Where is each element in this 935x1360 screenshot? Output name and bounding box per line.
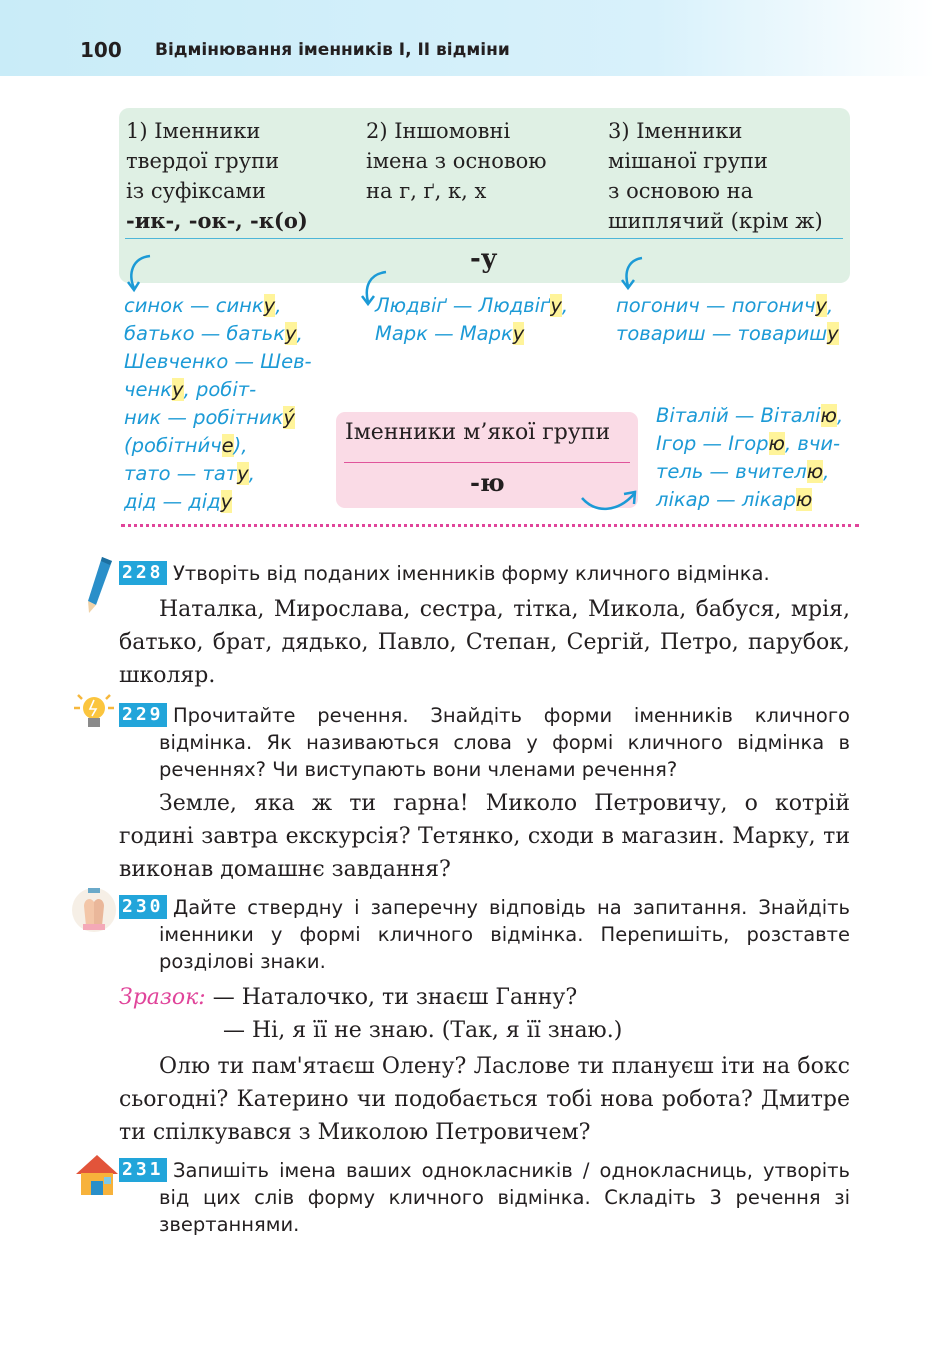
table-col2-line: 2) Іншомовні — [366, 119, 511, 143]
curved-arrow-icon — [120, 250, 160, 294]
example-line: товариш — товаришу — [616, 322, 839, 345]
example-line: синок — синку, — [124, 294, 282, 317]
exercise-text: Наталка, Мирослава, сестра, тітка, Микола, бабуся, мрія, батько, брат, дядько, Павло, Степан, Сергій, Петро, парубок, школяр. — [119, 597, 850, 688]
page-number: 100 — [80, 38, 122, 62]
example-line: Людвіґ — Людвіґу, — [375, 294, 569, 317]
example-line: Ігор — Ігорю, вчи- — [656, 432, 841, 455]
table-divider — [125, 238, 843, 239]
example-line: Віталій — Віталію, — [656, 404, 844, 427]
exercise-number: 231 — [119, 1158, 167, 1182]
exercise-text: Земле, яка ж ти гарна! Миколо Петровичу, о котрій годині завтра екскурсія? Тетянко, сходи в магазин. Марку, ти виконав домашнє завдання? — [119, 791, 850, 882]
exercise-task: Дайте ствердну і заперечну відповідь на запитання. Знайдіть іменники у формі кличного відмінка. Перепишіть, розставте розділові знаки. — [159, 896, 850, 973]
example-line: ник — робітнику́ — [124, 406, 295, 429]
example-line: ченку, робіт- — [124, 378, 257, 401]
table-col3-line: мішаної групи — [608, 149, 768, 173]
ending-hard: -у — [470, 244, 498, 274]
table-col1-line: із суфіксами — [126, 179, 266, 203]
exercise-task: Утворіть від поданих іменників форму кличного відмінка. — [173, 562, 770, 585]
table-col3-line: шиплячий (крім ж) — [608, 209, 823, 233]
sample-line — [119, 1014, 850, 1047]
table-col1-suffixes: -ик-, -ок-, -к(о) — [126, 208, 308, 233]
soft-group-divider — [344, 462, 630, 463]
table-col2-line: імена з основою — [366, 149, 547, 173]
exercise-text: Олю ти пам'ятаєш Олену? Ласлове ти плануєш іти на бокс сьогодні? Катерино чи подобається тобі нова робота? Дмитре ти спілкувався з Миколою Петровичем? — [119, 1054, 850, 1145]
exercise-number: 230 — [119, 895, 167, 919]
example-line: погонич — погоничу, — [616, 294, 834, 317]
example-line: Марк — Марку — [375, 322, 525, 345]
example-line: лікар — лікарю — [656, 488, 813, 511]
table-col-hard — [126, 116, 308, 236]
exercise-number: 229 — [119, 703, 167, 727]
example-line: Шевченко — Шев- — [124, 350, 312, 373]
exercise-number: 228 — [119, 561, 167, 585]
house-icon — [74, 1152, 120, 1198]
pencil-icon — [80, 555, 116, 615]
ending-soft: -ю — [470, 468, 505, 497]
sample-block — [119, 981, 850, 1047]
table-col1-line: 1) Іменники — [126, 119, 261, 143]
example-line: тель — вчителю, — [656, 460, 830, 483]
table-col1-line: твердої групи — [126, 149, 280, 173]
curved-arrow-icon — [578, 480, 642, 516]
table-col3-line: 3) Іменники — [608, 119, 743, 143]
dotted-divider — [121, 524, 859, 527]
table-col-foreign — [366, 116, 547, 206]
sample-label: Зразок: — [119, 985, 206, 1010]
lightbulb-icon — [70, 690, 118, 734]
table-col-mixed — [608, 116, 823, 236]
chapter-title: Відмінювання іменників І, ІІ відміни — [155, 40, 510, 60]
examples-foreign-group — [375, 292, 568, 348]
example-line: дід — діду — [124, 490, 233, 513]
table-col2-line: на г, ґ, к, х — [366, 179, 487, 203]
examples-hard-group — [124, 292, 312, 516]
page-header — [0, 0, 935, 76]
example-line: (робітни́че), — [124, 434, 248, 457]
exercise-task: Запишіть імена ваших однокласників / однокласниць, утворіть від цих слів форму кличного відмінка. Складіть 3 речення зі звертаннями. — [159, 1159, 850, 1236]
table-col3-line: з основою на — [608, 179, 754, 203]
sample-answer: — Ні, я її не знаю. (Так, я її знаю.) — [223, 1018, 623, 1043]
examples-soft-group — [656, 402, 843, 514]
example-line: батько — батьку, — [124, 322, 303, 345]
soft-group-title: Іменники м’якої групи — [345, 420, 611, 445]
curved-arrow-icon — [618, 254, 658, 294]
hands-icon — [70, 886, 118, 934]
examples-mixed-group — [616, 292, 839, 348]
sample-line — [119, 981, 850, 1014]
sample-question: — Наталочко, ти знаєш Ганну? — [212, 985, 578, 1010]
exercise-task: Прочитайте речення. Знайдіть форми іменників кличного відмінка. Як називаються слова у формі кличного відмінка в реченнях? Чи виступають вони членами речення? — [159, 704, 850, 781]
example-line: тато — тату, — [124, 462, 255, 485]
